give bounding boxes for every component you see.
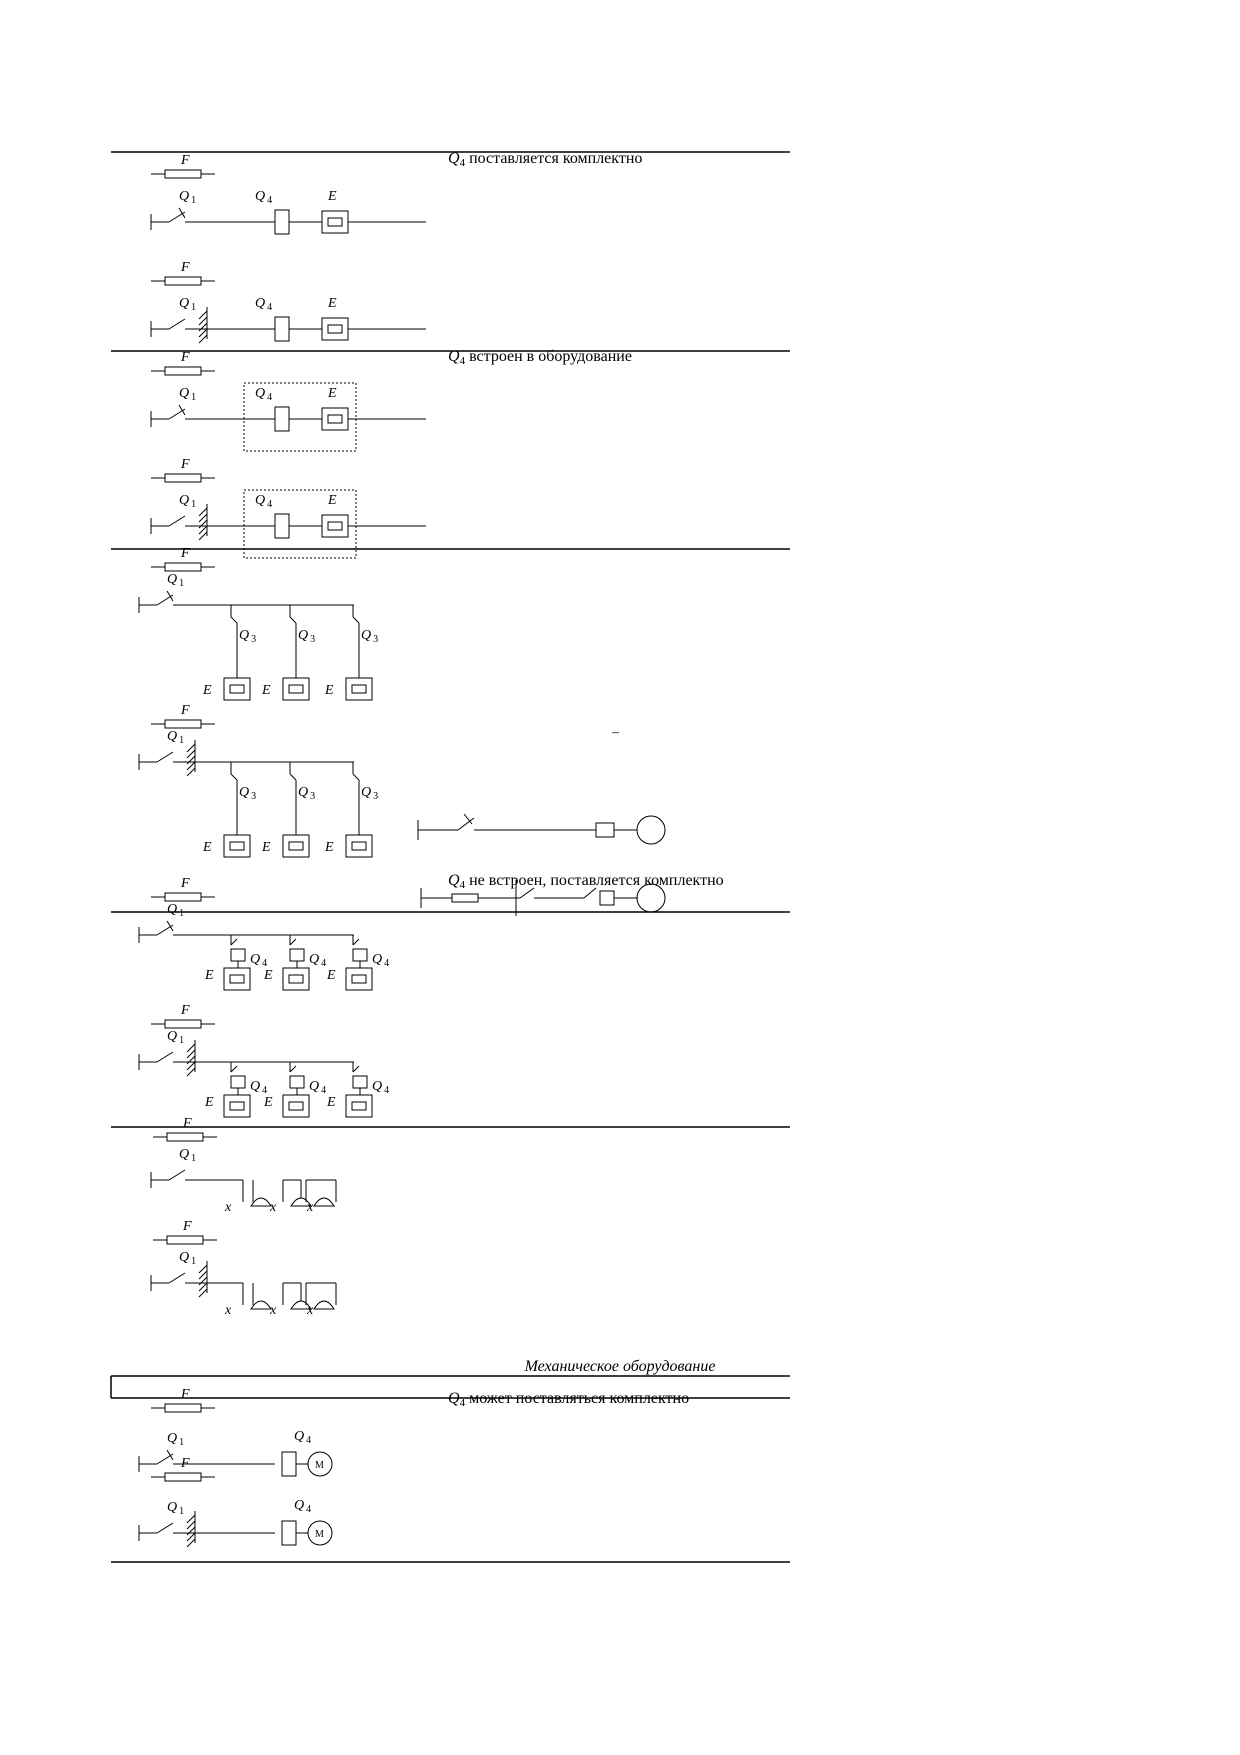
switch-blade — [157, 752, 173, 762]
switch-blade — [169, 516, 185, 526]
fuse-label: F — [183, 1116, 192, 1131]
breaker-label: Q $_1$ — [167, 1431, 185, 1448]
q4-box — [290, 1076, 304, 1088]
equipment-inner — [230, 842, 244, 850]
equipment-label: E — [328, 386, 337, 401]
q4-label: Q $_4$ — [294, 1429, 312, 1446]
socket-label: x — [225, 1200, 232, 1215]
equipment-label: E — [328, 189, 337, 204]
fuse-symbol — [165, 277, 201, 285]
switch-blade — [169, 1170, 185, 1180]
equipment-inner — [328, 218, 342, 226]
contactor-box — [600, 891, 614, 905]
fuse-label: F — [181, 703, 190, 718]
breaker-label: Q $_1$ — [179, 189, 197, 206]
fuse-symbol — [165, 563, 201, 571]
q4-box — [353, 949, 367, 961]
equipment-label: E — [325, 840, 334, 855]
fuse-label: F — [181, 457, 190, 472]
socket-symbol — [251, 1301, 271, 1309]
q4-box — [290, 949, 304, 961]
fuse-symbol — [165, 367, 201, 375]
equipment-label: E — [205, 1095, 214, 1110]
fuse-symbol — [165, 1404, 201, 1412]
equipment-inner — [352, 685, 366, 693]
feeder-switch — [353, 939, 359, 945]
fuse-label: F — [181, 1387, 190, 1402]
socket-label: x — [270, 1200, 277, 1215]
equipment-inner — [352, 842, 366, 850]
feeder-switch — [231, 617, 237, 623]
q4-label: Q $_4$ — [250, 952, 268, 969]
equipment-inner — [230, 1102, 244, 1110]
equipment-inner — [289, 1102, 303, 1110]
fuse-symbol — [452, 894, 478, 902]
motor-circle — [637, 816, 665, 844]
q4-label: Q $_4$ — [372, 1079, 390, 1096]
q3-label: Q $_3$ — [298, 628, 316, 645]
equipment-label: E — [262, 683, 271, 698]
feeder-switch — [231, 1066, 237, 1072]
fuse-label: F — [183, 1219, 192, 1234]
fuse-label: F — [181, 546, 190, 561]
fuse-label: F — [181, 350, 190, 365]
equipment-label: E — [327, 968, 336, 983]
q3-label: Q $_3$ — [239, 628, 257, 645]
equipment-label: E — [328, 493, 337, 508]
switch-blade — [157, 1523, 173, 1533]
motor-label: M — [315, 1460, 324, 1471]
switch-blade — [169, 319, 185, 329]
feeder-switch — [353, 774, 359, 780]
note-section-4: $Q_4$ не встроен, поставляется комплектно — [448, 872, 724, 891]
q3-label: Q $_3$ — [239, 785, 257, 802]
contactor-box — [275, 317, 289, 341]
contactor-box — [282, 1452, 296, 1476]
switch-blade — [157, 1052, 173, 1062]
q4-box — [231, 1076, 245, 1088]
feeder-switch — [353, 617, 359, 623]
breaker-label: Q $_1$ — [167, 729, 185, 746]
feeder-switch — [290, 1066, 296, 1072]
breaker-label: Q $_1$ — [179, 493, 197, 510]
equipment-inner — [328, 415, 342, 423]
equipment-inner — [352, 975, 366, 983]
equipment-label: E — [262, 840, 271, 855]
fuse-symbol — [167, 1133, 203, 1141]
socket-label: x — [270, 1303, 277, 1318]
breaker-label: Q $_1$ — [179, 1250, 197, 1267]
contactor-box — [275, 407, 289, 431]
equipment-inner — [230, 685, 244, 693]
q4-label: Q $_4$ — [255, 386, 273, 403]
breaker-label: Q $_1$ — [179, 386, 197, 403]
fuse-symbol — [165, 1473, 201, 1481]
fuse-label: F — [181, 1456, 190, 1471]
q4-box — [231, 949, 245, 961]
q4-label: Q $_4$ — [255, 189, 273, 206]
note-section-2: $Q_4$ встроен в оборудование — [448, 348, 632, 367]
equipment-label: E — [327, 1095, 336, 1110]
feeder-switch — [231, 774, 237, 780]
fuse-symbol — [165, 474, 201, 482]
q4-box — [353, 1076, 367, 1088]
equipment-inner — [289, 975, 303, 983]
fuse-symbol — [165, 720, 201, 728]
equipment-label: E — [325, 683, 334, 698]
mechanical-equipment-header: Механическое оборудование — [524, 1358, 716, 1375]
feeder-switch — [290, 774, 296, 780]
feeder-switch — [231, 939, 237, 945]
q4-label: Q $_4$ — [294, 1498, 312, 1515]
switch-blade — [169, 1273, 185, 1283]
q4-label: Q $_4$ — [255, 493, 273, 510]
breaker-label: Q $_1$ — [167, 1500, 185, 1517]
q3-label: Q $_3$ — [361, 628, 379, 645]
breaker-label: Q $_1$ — [167, 572, 185, 589]
breaker-label: Q $_1$ — [179, 1147, 197, 1164]
contactor-box — [596, 823, 614, 837]
contactor-box — [275, 514, 289, 538]
note-section-1: $Q_4$ поставляется комплектно — [448, 150, 643, 169]
breaker-label: Q $_1$ — [167, 902, 185, 919]
fuse-label: F — [181, 1003, 190, 1018]
q4-label: Q $_4$ — [372, 952, 390, 969]
equipment-label: E — [264, 968, 273, 983]
equipment-inner — [230, 975, 244, 983]
breaker-label: Q $_1$ — [179, 296, 197, 313]
equipment-label: E — [205, 968, 214, 983]
socket-symbol — [314, 1198, 334, 1206]
fuse-label: F — [181, 260, 190, 275]
feeder-switch — [353, 1066, 359, 1072]
equipment-inner — [289, 842, 303, 850]
q4-label: Q $_4$ — [309, 952, 327, 969]
q3-label: Q $_3$ — [361, 785, 379, 802]
feeder-switch — [290, 939, 296, 945]
fuse-label: F — [181, 876, 190, 891]
equipment-inner — [328, 522, 342, 530]
fuse-symbol — [165, 170, 201, 178]
contactor-box — [275, 210, 289, 234]
fuse-label: F — [181, 153, 190, 168]
fuse-symbol — [165, 1020, 201, 1028]
socket-symbol — [314, 1301, 334, 1309]
equipment-label: E — [264, 1095, 273, 1110]
note-section-6: $Q_4$ может поставляться комплектно — [448, 1390, 690, 1409]
q4-label: Q $_4$ — [250, 1079, 268, 1096]
equipment-label: E — [203, 683, 212, 698]
q3-label: Q $_3$ — [298, 785, 316, 802]
equipment-label: E — [203, 840, 212, 855]
q4-label: Q $_4$ — [309, 1079, 327, 1096]
motor-label: M — [315, 1529, 324, 1540]
equipment-inner — [328, 325, 342, 333]
q4-label: Q $_4$ — [255, 296, 273, 313]
equipment-inner — [352, 1102, 366, 1110]
socket-label: x — [307, 1303, 314, 1318]
socket-symbol — [251, 1198, 271, 1206]
equipment-inner — [289, 685, 303, 693]
fuse-symbol — [165, 893, 201, 901]
feeder-switch — [290, 617, 296, 623]
socket-label: x — [307, 1200, 314, 1215]
breaker-label: Q $_1$ — [167, 1029, 185, 1046]
stray-dash: – — [612, 725, 619, 740]
socket-label: x — [225, 1303, 232, 1318]
contactor-box — [282, 1521, 296, 1545]
fuse-symbol — [167, 1236, 203, 1244]
equipment-label: E — [328, 296, 337, 311]
